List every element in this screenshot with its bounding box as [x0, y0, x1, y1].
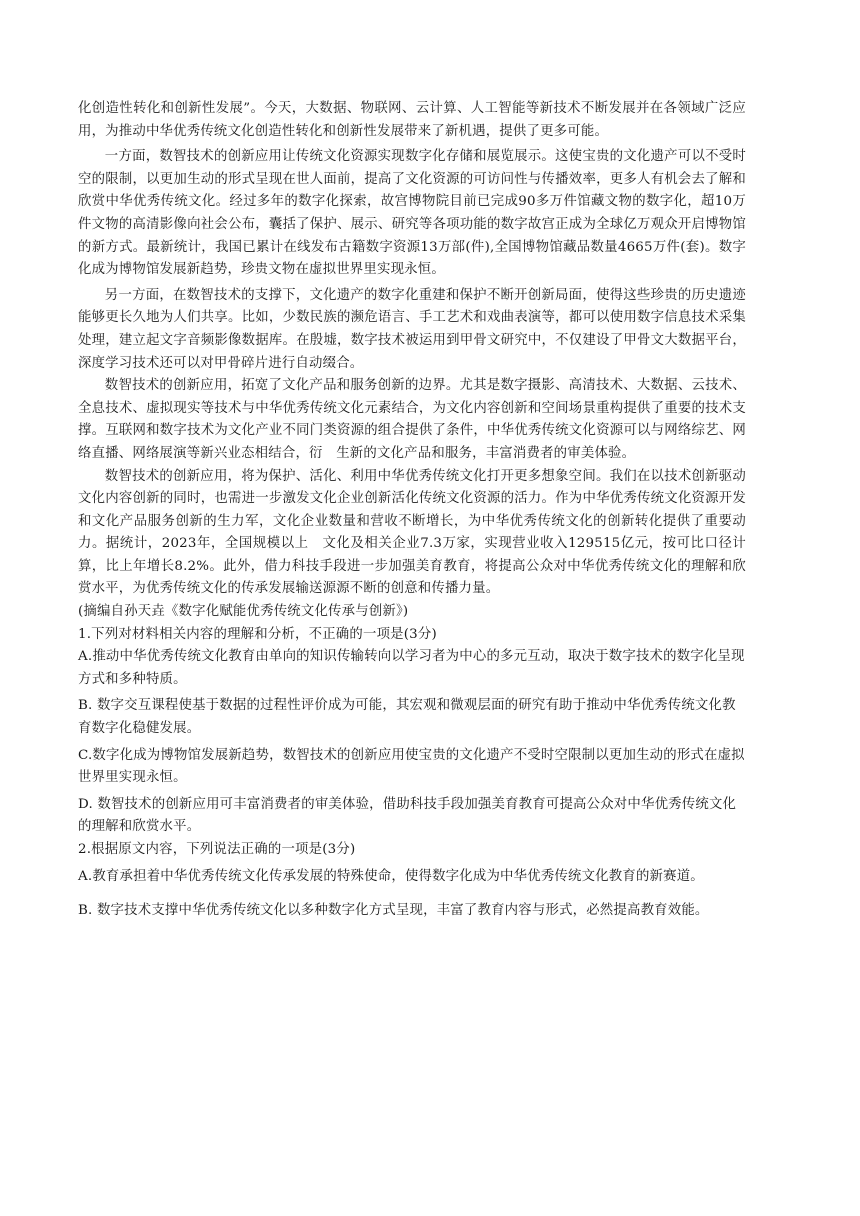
question-1-option-a: A.推动中华优秀传统文化教育由单向的知识传输转向以学习者为中心的多元互动，取决于数字技术的数字化呈现方式和多种特质。: [78, 649, 745, 687]
question-1-option-b: B. 数字交互课程使基于数据的过程性评价成为可能，其宏观和微观层面的研究有助于推动中华优秀传统文化教育数字化稳健发展。: [78, 698, 736, 737]
question-1-option-c: C.数字化成为博物馆发展新趋势，数智技术的创新应用使宝贵的文化遗产不受时空限制以更加生动的形式在虚拟世界里实现永恒。: [78, 747, 745, 786]
source-note: (摘编自孙天垚《数字化赋能优秀传统文化传承与创新》): [78, 604, 409, 620]
question-2-option-a: A.教育承担着中华优秀传统文化传承发展的特殊使命，使得数字化成为中华优秀传统文化教育的新赛道。: [78, 868, 704, 884]
question-1-stem: 1.下列对材料相关内容的理解和分析，不正确的一项是(3分): [78, 626, 437, 642]
question-1-option-d: D. 数智技术的创新应用可丰富消费者的审美体验，借助科技手段加强美育教育可提高公众对中华优秀传统文化的理解和欣赏水平。: [78, 796, 737, 835]
question-2-option-b: B. 数字技术支撑中华优秀传统文化以多种数字化方式呈现，丰富了教育内容与形式，必然提高教育效能。: [78, 903, 709, 919]
paragraph-digital-storage: 一方面，数智技术的创新应用让传统文化资源实现数字化存储和展览展示。这使宝贵的文化遗产可以不受时空的限制，以更加生动的形式呈现在世人面前，提高了文化资源的可访问性与传播效率，更多人有机会去了解和欣赏中华优秀传统文化。经过多年的数字化探索，故宫博物院目前已完成90多万件馆藏文物的数字化，超10万件文物的高清影像向社会公布，囊括了保护、展示、研究等各项功能的数字故宫正成为全球亿万观众开启博物馆的新方式。最新统计，我国已累计在线发布古籍数字资源13万部(件),全国博物馆藏品数量4665万件(套)。数字化成为博物馆发展新趋势，珍贵文物在虚拟世界里实现永恒。: [78, 149, 746, 278]
exam-document: [78, 98, 746, 923]
paragraph-imagination-space: 数智技术的创新应用，将为保护、活化、利用中华优秀传统文化打开更多想象空间。我们在以技术创新驱动文化内容创新的同时，也需进一步激发文化企业创新活化传统文化资源的活力。作为中华优秀传统文化资源开发和文化产品服务创新的生力军，文化企业数量和营收不断增长，为中华优秀传统文化的创新转化提供了重要动力。据统计，2023年，全国规模以上 文化及相关企业7.3万家，实现营业收入129515亿元，按可比口径计算，比上年增长8.2%。此外，借力科技手段进一步加强美育教育，将提高公众对中华优秀传统文化的理解和欣赏水平，为优秀传统文化的传承发展输送源源不断的创意和传播力量。: [78, 468, 746, 597]
paragraph-product-innovation: 数智技术的创新应用，拓宽了文化产品和服务创新的边界。尤其是数字摄影、高清技术、大数据、云技术、全息技术、虚拟现实等技术与中华优秀传统文化元素结合，为文化内容创新和空间场景重构提供了重要的技术支撑。互联网和数字技术为文化产业不同门类资源的组合提供了条件，中华优秀传统文化资源可以与网络综艺、网络直播、网络展演等新兴业态相结合，衍 生新的文化产品和服务，丰富消费者的审美体验。: [78, 378, 746, 461]
paragraph-intro-continued: 化创造性转化和创新性发展”。今天，大数据、物联网、云计算、人工智能等新技术不断发展并在各领域广泛应用，为推动中华优秀传统文化创造性转化和创新性发展带来了新机遇，提供了更多可能。: [78, 101, 746, 139]
question-2-stem: 2.根据原文内容，下列说法正确的一项是(3分): [78, 842, 356, 857]
paragraph-digital-reconstruction: 另一方面，在数智技术的支撑下，文化遗产的数字化重建和保护不断开创新局面，使得这些珍贵的历史遗迹能够更长久地为人们共享。比如，少数民族的濒危语言、手工艺术和戏曲表演等，都可以使用数字信息技术采集处理，建立起文字音频影像数据库。在殷墟，数字技术被运用到甲骨文研究中，不仅建设了甲骨文大数据平台，深度学习技术还可以对甲骨碎片进行自动缀合。: [78, 287, 746, 371]
